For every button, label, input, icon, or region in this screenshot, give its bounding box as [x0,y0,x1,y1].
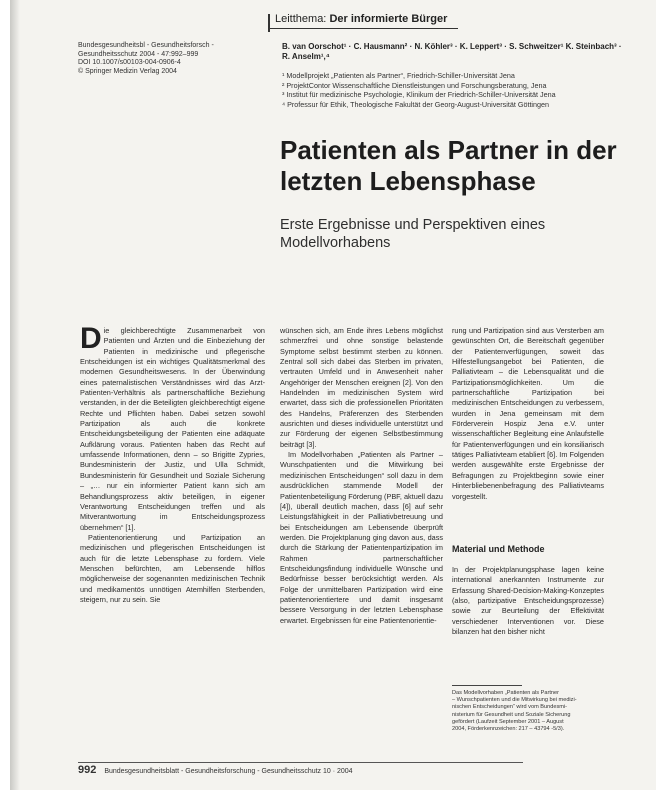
author-list: B. van Oorschot¹ · C. Hausmann² · N. Köhler³ · K. Leppert³ · S. Schweitzer¹ K. Steinbach³ · R. Anselm¹,⁴ [282,42,622,61]
leitthema-topic: Der informierte Bürger [329,13,448,25]
body-column-3 [452,326,604,502]
footnote-line: 2004, Förderkennzeichen: 217 – 43794 -5/3). [452,726,565,733]
journal-meta [78,42,248,76]
journal-meta-line: Bundesgesundheitsbl - Gesundheitsforsch - [78,42,214,49]
footnote-line: nischen Entscheidungen“ wird vom Bundesmi- [452,704,568,711]
footnote-line: – Wunschpatienten und die Mitwirkung bei medizi- [452,697,577,704]
body-paragraph: In der Projektplanungsphase lagen keine international anerkannten Instrumente zur Erfassung Shared-Decision-Making-Konzeptes (also, partizipative Entscheidungsprozesse) sowie zur Beurteilung der Effektivität verschiedener Interventionen vor. Diese bilanzen hat den bisher nicht [452,565,604,637]
affiliation-line: ⁴ Professur für Ethik, Theologische Fakultät der Georg-August-Universität Göttingen [282,99,550,109]
funding-footnote [452,690,602,733]
header-rule-horizontal [268,28,458,29]
section-heading: Material und Methode [452,544,545,554]
body-paragraph: Im Modellvorhaben „Patienten als Partner – Wunschpatienten und die Mitwirkung bei medizinischen Entscheidungen“ soll dazu in dem ausdrücklichen stammende Modell der Patientenbeteiligung Förderung (PBF, aktuell dazu [4]), überall deutlich machen, dass [6] auf sehr Leistungsfähigkeit in der Palliativbetreuung und bei Entscheidungen am Lebensende überprüft werden. Die Projektplanung ging davon aus, dass durch die Stärkung der Patientenpartizipation im Rahmen partnerschaftlicher Entscheidungsfindung individuelle Wünsche und Bedürfnisse besser berücksichtigt werden. Als Folge der unmittelbaren Partizipation wird eine patientenorientiertere und damit insgesamt bessere Versorgung in der letzten Lebensphase erwartet. Ergebnissen für eine Patientenorientie- [280,450,443,625]
leitthema-prefix: Leitthema: [275,13,327,25]
page-number: 992 [78,764,97,776]
journal-meta-line: DOI 10.1007/s00103-004-0906-4 [78,59,181,66]
scan-binding-shadow [10,0,20,790]
body-column-2 [280,326,443,626]
footnote-line: Das Modellvorhaben „Patienten als Partner [452,690,559,696]
journal-meta-line: Gesundheitsschutz 2004 - 47:992–999 [78,50,199,58]
body-paragraph: rung und Partizipation sind aus Versterben am gewünschten Ort, die Bereitschaft gegenüber der Patientenverfügungen, soweit das Hilfestellungsangebot bei Patienten, die Palliativteam – die Lebensqualität und die Partizipationsmöglichkeiten. Um die partnerschaftliche Partizipation bei medizinischen Entscheidungen zu verbessern, wurden in Jena gemeinsam mit dem Förderverein Hospiz Jena e.V. unter wissenschaftlicher Begleitung eine Anlaufstelle für Patientenverfügungen und ein konsiliarisch tätiges Palliativteam etabliert [6]. Im Folgenden werden ausgewählte erste Ergebnisse der Befragungen zu Projektbeginn sowie einer Hinterbliebenenbefragung des Palliativteams vorgestellt. [452,326,604,501]
article-title: Patienten als Partner in der letzten Lebensphase [280,135,617,196]
article-subtitle: Erste Ergebnisse und Perspektiven eines Modellvorhabens [280,217,546,251]
footer-journal-line: Bundesgesundheitsblatt - Gesundheitsforschung - Gesundheitsschutz 10 · 2004 [104,768,353,775]
leitthema-header [275,13,447,25]
body-paragraph: Patientenorientierung und Partizipation an medizinischen und pflegerischen Entscheidungen ist auch für die letzte Lebensphase zu fordern. Viele Menschen befürchten, am Lebensende hilflos möglicherweise der sogenannten medizinischen Technik und medikamentös unnötigen Atemhilfen Sterbenden, steigern, nur zu sein. Sie [80,532,265,604]
body-paragraph [80,322,265,533]
affiliation-line: ³ Institut für medizinische Psychologie, Klinikum der Friedrich-Schiller-Universität Jena [282,90,556,100]
paragraph-text: ie gleichberechtigte Zusammenarbeit von Patienten und Ärzten und die Einbeziehung der Patienten in medizinische und pflegerische Entscheidungen ist ein wichtiges Qualitätsmerkmal des modernen Gesundheitswesens. In der Überwindung eines paternalistischen Verständnisses wird das Arzt-Patienten-Verhältnis als partnerschaftliche Beziehung verstanden, in der die Beteiligten gleichberechtigt eigene Rechte und Pflichten haben. Dabei setzen sowohl Partizipation als auch die konkrete Entscheidungsbeteiligung der Patienten eine adäquate Aufklärung voraus. Patienten haben das Recht auf umfassende Informationen, denn – so Brigitte Zypries, Bundesministerin der Justiz, und Ulla Schmidt, Bundesministerin für Gesundheit und Soziale Sicherung – „… nur ein informierter Patient kann sich am Behandlungsprozess aktiv beteiligen, in eigener Verantwortung Entscheidungen treffen und als Mitverantwortung im Entscheidungsprozess übernehmen“ [1]. [80,326,265,532]
header-rule-vertical [268,14,270,32]
body-column-1 [80,322,265,605]
page-footer [78,764,353,776]
body-column-3-continued [452,565,604,637]
body-paragraph: wünschen sich, am Ende ihres Lebens möglichst schmerzfrei und ohne sonstige belastende Symptome selbst bestimmt sterben zu können. Zentral soll sich dabei das Sterben im privaten, vertrauten Umfeld und in Anwesenheit naher Angehöriger der Menschen ereignen [2]. Von den Handelnden im medizinischen System wird erwartet, dass sich die professionellen Prioritäten des Handelns, Präferenzen des Sterbenden ausrichten und dieses individuelle unterstützt und zur Förderung der eigenen Selbstbestimmung beiträgt [3]. [280,326,443,449]
affiliations [282,71,627,109]
footer-rule [78,762,523,763]
drop-cap: D [80,322,102,355]
footnote-line: nisterium für Gesundheit und Soziale Sicherung [452,711,571,718]
affiliation-line: ¹ Modellprojekt „Patienten als Partner“, Friedrich-Schiller-Universität Jena [282,71,515,80]
footnote-line: gefördert (Laufzeit September 2001 – August [452,718,564,725]
affiliation-line: ² ProjektContor Wissenschaftliche Dienstleistungen und Forschungsberatung, Jena [282,80,547,90]
footnote-rule [452,685,522,686]
journal-meta-line: © Springer Medizin Verlag 2004 [78,67,177,75]
